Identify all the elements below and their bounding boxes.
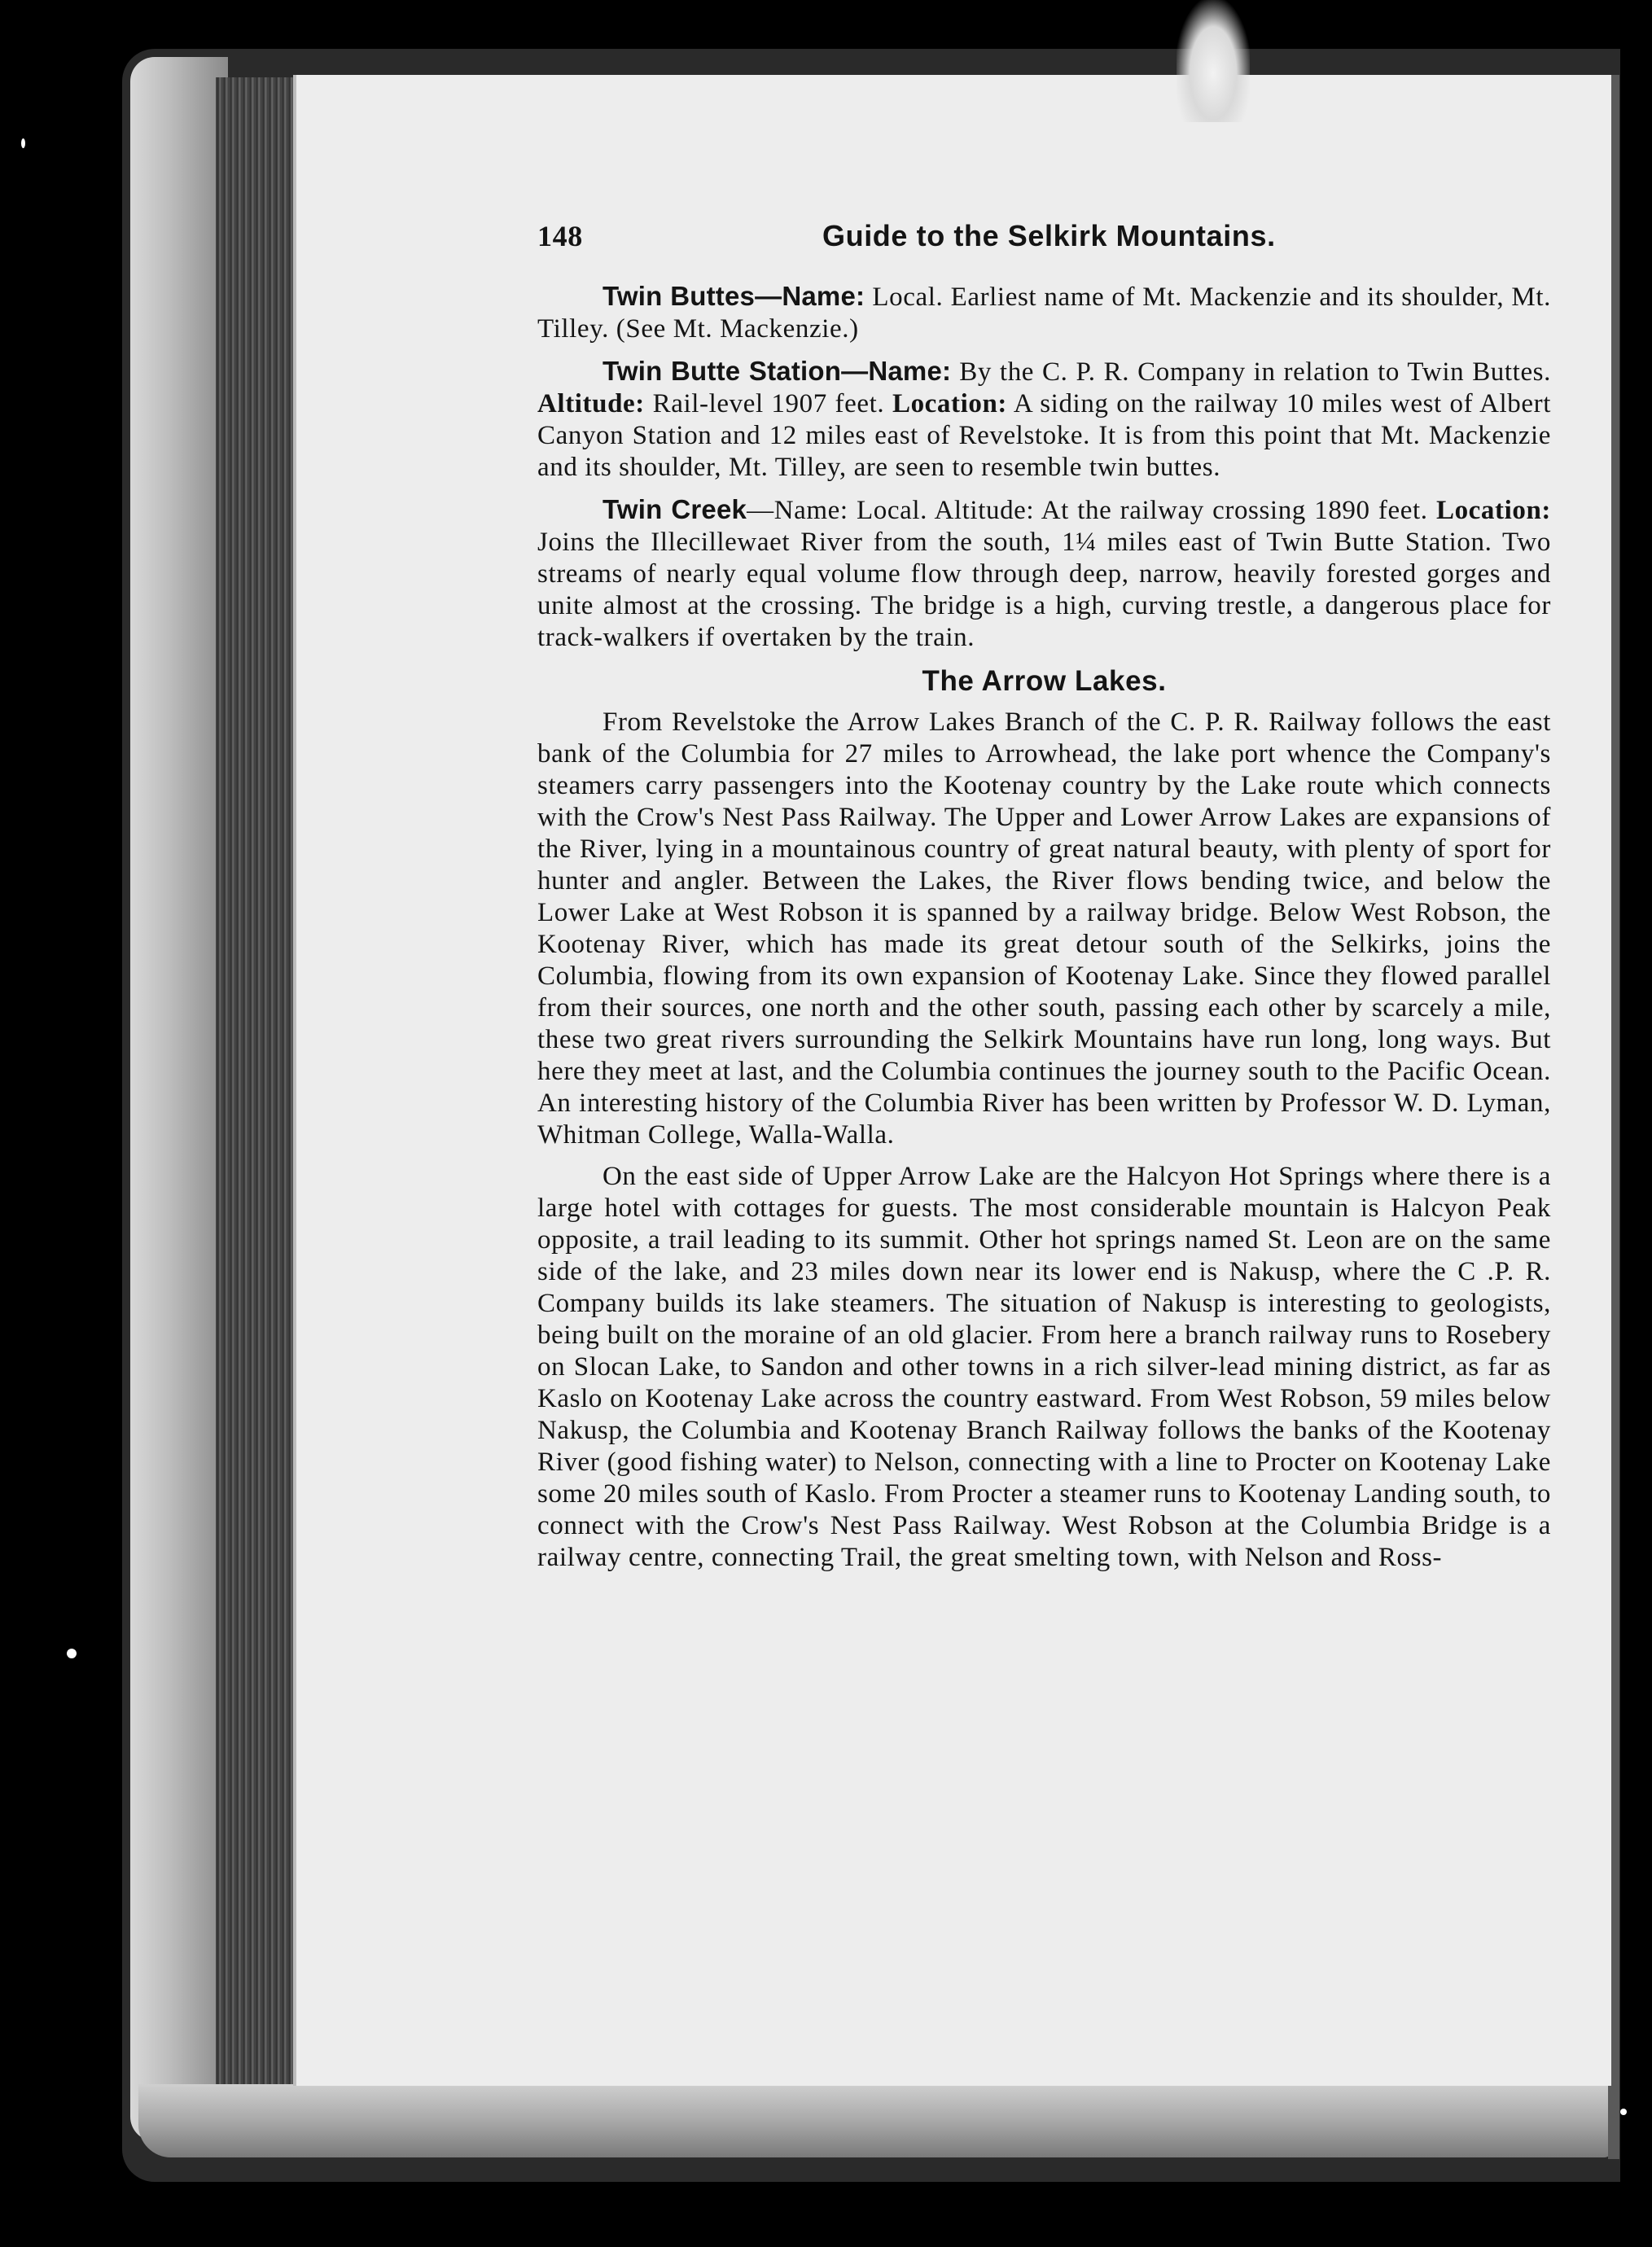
clip-artifact — [1177, 0, 1250, 122]
page-text — [537, 220, 1551, 1583]
altitude-text: Rail-level 1907 feet. — [652, 389, 885, 418]
page-number: 148 — [537, 220, 583, 252]
name-text: Local. — [856, 496, 927, 525]
section-heading: The Arrow Lakes. — [922, 665, 1167, 697]
page-stack — [216, 77, 293, 2113]
name-label: Name: — [782, 281, 865, 311]
entry-twin-buttes: Twin Buttes—Name: Local. Earliest name of Mt. Mackenzie and its shoulder, Mt. Tilley. (See Mt. Mackenzie.) — [537, 281, 1551, 344]
altitude-text: At the railway crossing 1890 feet. — [1041, 496, 1428, 525]
location-label: Location: — [892, 389, 1008, 418]
name-label: Name: — [773, 496, 848, 525]
entry-term: Twin Creek — [603, 494, 747, 524]
name-label: Name: — [868, 356, 952, 386]
paragraph: From Revelstoke the Arrow Lakes Branch of the C. P. R. Railway follows the east bank of the Columbia for 27 miles to Arrowhead, the lake port whence the Company's steamers carry passengers into the Kootenay country by the Lake route which connects with the Crow's Nest Pass Railway. The Upper and Lower Arrow Lakes are expansions of the River, lying in a mountainous country of great natural beauty, with plenty of sport for hunter and angler. Between the Lakes, the River flows bending twice, and below the Lower Lake at West Robson it is spanned by a railway bridge. Below West Robson, the Kootenay River, which has made its great detour south of the Selkirks, joins the Columbia, flowing from its own expansion of Kootenay Lake. Since they flowed parallel from their sources, one north and the other south, passing each other by scarcely a mile, these two great rivers surrounding the Selkirk Mountains have run long, long ways. But here they meet at last, and the Columbia continues the journey south to the Pacific Ocean. An interesting history of the Columbia River has been written by Professor W. D. Lyman, Whitman College, Walla-Walla. — [537, 707, 1551, 1150]
book-cover-edge — [130, 57, 228, 2141]
entry-term: Twin Buttes — [603, 281, 756, 311]
speck — [67, 1649, 77, 1658]
page-stack-bottom — [138, 2084, 1612, 2157]
location-text: A siding on the railway 10 miles west of Albert Canyon Station and 12 miles east of Revelstoke. It is from this point that Mt. Mackenzie and its shoulder, Mt. Tilley, are seen to resemble twin buttes. — [537, 389, 1551, 482]
name-text: By the C. P. R. Company in relation to Twin Buttes. — [959, 357, 1551, 387]
entry-twin-creek: Twin Creek—Name: Local. Altitude: At the railway crossing 1890 feet. Location: Joins the Illecillewaet River from the south, 1¼ miles east of Twin Butte Station. Two streams of nearly equal volume flow through deep, narrow, heavily forested gorges and unite almost at the crossing. The bridge is a high, curving trestle, a dangerous place for track-walkers if overtaken by the train. — [537, 494, 1552, 652]
speck — [21, 138, 25, 148]
location-label: Location: — [1435, 496, 1552, 525]
page-header — [537, 220, 1551, 252]
running-title: Guide to the Selkirk Mountains. — [822, 219, 1276, 252]
entry-twin-butte-station: Twin Butte Station—Name: By the C. P. R. Company in relation to Twin Buttes. Altitude: Rail-level 1907 feet. Location: A siding on the railway 10 miles west of Albert Canyon Station and 12 miles east of Revelstoke. It is from this point that Mt. Mackenzie and its shoulder, Mt. Tilley, are seen to resemble twin buttes. — [537, 356, 1551, 482]
speck — [1620, 2109, 1627, 2115]
altitude-label: Altitude: — [537, 389, 645, 418]
location-text: Joins the Illecillewaet River from the south, 1¼ miles east of Twin Butte Station. Two streams of nearly equal volume flow through deep, narrow, heavily forested gorges and unite almost at the crossing. The bridge is a high, curving trestle, a dangerous place for track-walkers if overtaken by the train. — [537, 528, 1551, 652]
entry-text: Local. Earliest name of Mt. Mackenzie and its shoulder, Mt. Tilley. (See Mt. Mackenzie.) — [537, 283, 1551, 344]
entry-term: Twin Butte Station — [603, 356, 842, 386]
altitude-label: Altitude: — [934, 496, 1035, 525]
paragraph: On the east side of Upper Arrow Lake are the Halcyon Hot Springs where there is a large hotel with cottages for guests. The most considerable mountain is Halcyon Peak opposite, a trail leading to its summit. Other hot springs named St. Leon are on the same side of the lake, and 23 miles down near its lower end is Nakusp, where the C .P. R. Company builds its lake steamers. The situation of Nakusp is interesting to geologists, being built on the moraine of an old glacier. From here a branch railway runs to Rosebery on Slocan Lake, to Sandon and other towns in a rich silver-lead mining district, as far as Kaslo on Kootenay Lake across the country eastward. From West Robson, 59 miles below Nakusp, the Columbia and Kootenay Branch Railway follows the banks of the Kootenay River (good fishing water) to Nelson, connecting with a line to Procter on Kootenay Lake some 20 miles south of Kaslo. From Procter a steamer runs to Kootenay Landing south, to connect with the Crow's Nest Pass Railway. West Robson at the Columbia Bridge is a railway centre, connecting Trail, the great smelting town, with Nelson and Ross- — [537, 1162, 1551, 1572]
